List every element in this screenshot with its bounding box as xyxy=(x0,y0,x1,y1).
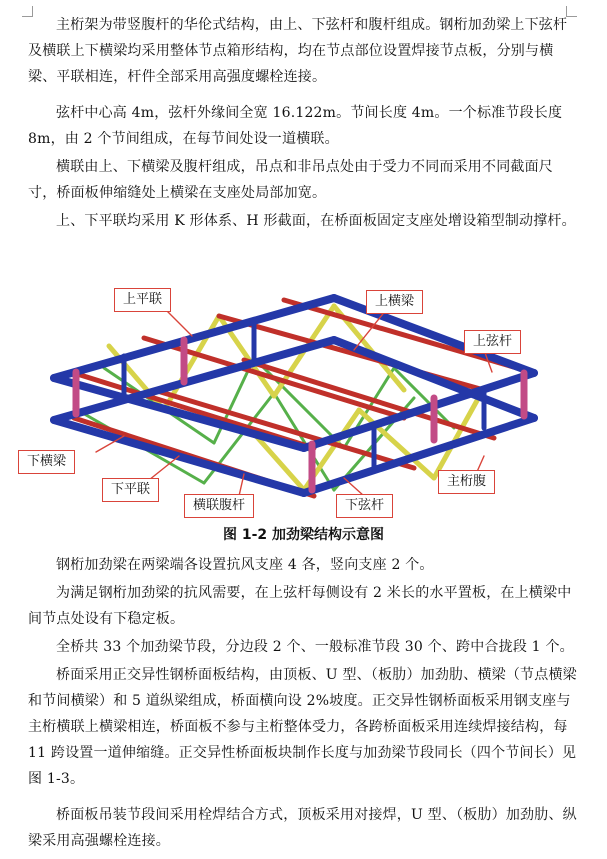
paragraph-supports: 钢桁加劲梁在两梁端各设置抗风支座 4 各，竖向支座 2 个。 xyxy=(56,557,434,573)
paragraph-deck-joints: 桥面板吊装节段间采用栓焊结合方式，顶板采用对接焊，U 型、（板肋）加劲肋、纵梁采用高强螺栓连接。 xyxy=(28,807,577,849)
callout-bottom-lateral: 下平联 xyxy=(102,478,159,502)
callout-top-chord: 上弦杆 xyxy=(464,330,521,354)
stiffening-girder-figure xyxy=(14,278,574,516)
paragraph-chord-dimensions: 弦杆中心高 4m，弦杆外缘间全宽 16.122m。节间长度 4m。一个标准节段长度 8m，由 2 个节间组成，在每节间处设一道横联。 xyxy=(28,105,563,147)
callout-top-beam: 上横梁 xyxy=(366,290,423,314)
callout-bottom-beam: 下横梁 xyxy=(18,450,75,474)
figure-caption: 图 1-2 加劲梁结构示意图 xyxy=(222,527,385,543)
callout-bottom-chord: 下弦杆 xyxy=(336,494,393,518)
callout-truss-web: 主桁腹 xyxy=(438,470,495,494)
callout-cross-web: 横联腹杆 xyxy=(184,494,254,518)
callout-top-lateral: 上平联 xyxy=(114,288,171,312)
bottom-chord-far xyxy=(304,418,534,493)
paragraph-deck-structure: 桥面采用正交异性钢桥面板结构，由顶板、U 型、（板肋）加劲肋、横梁（节点横梁和节间横梁）和 5 道纵梁组成，桥面横向设 2%坡度。正交异性钢桥面板采用钢支座与主桁横联上横梁相连，桥面板不参与主桁整体受力，各跨桥面板采用连续焊接结构，每 11 跨设置一道伸缩缝。正交异性桥面板块制作长度与加劲梁节段同长（四个节间长）见图 1-3。 xyxy=(28,667,577,787)
paragraph-lateral-bracing: 上、下平联均采用 K 形体系、H 形截面，在桥面板固定支座处增设箱型制动撑杆。 xyxy=(56,213,576,229)
top-chord-far xyxy=(304,373,534,448)
paragraph-cross-frame: 横联由上、下横梁及腹杆组成，吊点和非吊点处由于受力不同而采用不同截面尺寸，桥面板伸缩缝处上横梁在支座处局部加宽。 xyxy=(28,159,553,201)
paragraph-truss-structure: 主桁架为带竖腹杆的华伦式结构，由上、下弦杆和腹杆组成。钢桁加劲梁上下弦杆及横联上下横梁均采用整体节点箱形结构，均在节点部位设置焊接节点板，分别与横梁、平联相连，杆件全部采用高强度螺栓连接。 xyxy=(28,17,568,85)
paragraph-segments: 全桥共 33 个加劲梁节段，分边段 2 个、一般标准节段 30 个、跨中合拢段 1 个。 xyxy=(56,639,574,655)
paragraph-wind-plates: 为满足钢桁加劲梁的抗风需要，在上弦杆每侧设有 2 米长的水平置板，在上横梁中间节点处设有下稳定板。 xyxy=(28,585,572,627)
leader-top-lateral xyxy=(164,308,192,336)
